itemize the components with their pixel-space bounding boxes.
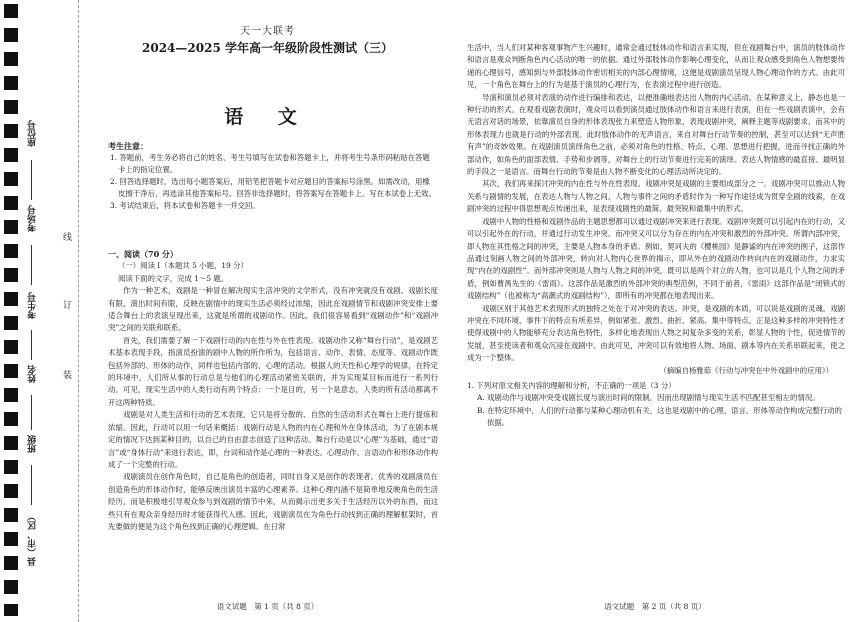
cut-mark-bind: 订	[61, 300, 71, 309]
exam-series: 天一大联考	[240, 26, 295, 37]
option-b: B. 在特定环境中，人们的行动都与某种心理动机有关，这也是戏剧中的心理、语言、形体等动作构成完整行动的依据。	[477, 405, 842, 428]
passage-paragraph: 生活中，当人们对某种客观事物产生兴趣时，通常会通过肢体动作和语言来实现，但在戏剧舞台中，演员的肢体动作和语言是观众判断角色内心活动的唯一的依据。通过外部肢体动作影响心理变化，从而让观众感受到角色人物想要传递的心理信号，感知到与外部肢体动作密切相关的内部心理情境，这便是戏剧演员呈现人物心理动作的方式。由此可见，一个角色在舞台上的行为是基于演员的心理行为，在表演过程中进行创造。	[467, 43, 845, 90]
seat-number-field: 座位号	[28, 120, 38, 147]
passage-paragraph: 作为一种艺术，戏剧是一种冒在解决现实生活冲突的文学形式，没有冲突就没有戏剧。戏剧长度有限，演出时间有限，反映在剧情中的现实生活必须经过浓缩，因此在戏剧情节和戏剧冲突安排上要适合舞台上的表演呈现出来，这就是所谓的戏剧动作。因此，我们很容易看到“戏剧动作”和“戏剧冲突”之间的关联和联系。	[108, 286, 438, 333]
page-footer-2: 语文试题 第 2 页（共 8 页）	[604, 602, 706, 611]
exam-title: 2024—2025 学年高一年级阶段性测试（三）	[142, 41, 393, 55]
binding-stripe	[4, 4, 18, 616]
student-number-field: 考生号	[28, 292, 38, 319]
reading-section	[108, 248, 438, 533]
passage-paragraph: 其次，我们再来探讨冲突的内在性与外在性表现。戏剧冲突是戏剧的主要组成部分之一。戏剧冲突可以推动人物关系与剧情的发展，在表达人物与人物之间、人物与事件之间的矛盾时作为一种写作途径成为贯穿全剧的线索，在戏剧冲突的过程中得思想观点传递出来，是表现戏剧性的最简、最突锐和最集中的形式。	[467, 179, 845, 214]
passage-paragraph: 戏剧是对人类生活和行动的艺术表现，它只是将分散的、自然的生活动形式在舞台上进行提炼和浓缩。因此，行动可以用一句话来概括：戏剧行动是人物的内在心理和外在身体活动，为了在剧本规定的情况下达到某种目的，以自己的自由意志创造了这种活动。舞台行动是以“心理”为基础，通过“语言”或“身体行动”来进行表达，即，台词和动作是心理的一种表达。心理动作、言语动作和形体动作构成了一个完整的行动。	[108, 410, 438, 469]
subject-title: 语 文	[224, 106, 311, 128]
name-field: 姓名	[28, 365, 38, 383]
option-a: A. 戏剧动作与戏剧冲突受戏剧长度与演出时间的限制，因而出现剧情与现实生活不匹配甚至相左的情况。	[477, 393, 820, 403]
seat-number-line	[31, 160, 32, 200]
county-field: 县（市、区）	[28, 512, 38, 566]
cut-mark-line: 线	[61, 232, 71, 241]
exam-room-line	[31, 245, 32, 285]
candidate-notice	[108, 140, 436, 212]
subsection-title: （一）阅读 I（本题共 5 小题，19 分）	[118, 261, 248, 271]
section-title: 一、阅读（70 分）	[108, 249, 178, 259]
passage-paragraph: 戏剧中人物的性格和戏剧作品的主题思想都可以通过戏剧冲突来进行表现。戏剧冲突既可以引起内在的行动，又可以引起外在的行动，并通过行动发生冲突。而冲突又可以分为存在的内在冲突和激烈的外部冲突。所谓内部冲突，即人物在其性格之间的冲突，主要是人物本身的矛盾。例如，契诃夫的《樱桃园》是静谧的内在冲突的例子，这部作品通过刻画人物之间的外部冲突，转向对人物内心世界的揭示，即从外在的戏剧动作转向内在的戏剧动作，力求实现“内在的戏剧性”。而外部冲突则是人物与人物之间的冲突，既可以是两个对立的人物，也可以是几个人物之间的矛盾，例如曹禺先生的《雷雨》。这部作品是激烈的外部冲突的典型范例，不同于前者，《雷雨》这部作品是“闭锁式的戏剧结构”（也被称为“高潮式的戏剧结构”），即所有的冲突都在地表现出来。	[467, 216, 845, 301]
notice-heading: 考生注意：	[108, 141, 148, 151]
passage-paragraph: 首先，我们需要了解一下戏剧行动的内在性与外在性表现。戏剧动作又称“舞台行动”，是戏剧艺术基本表现手段，指演员扮演的剧中人物的所作所为，包括语言、动作、表情、态度等。戏剧动作既包括外部的、形体的动作，同样也包括内部的、心理的活动。根据人的天性和心理学的规律，在特定的环境中，人们所从事的行动总是与他们的心理活动紧密关联的，并为实现某目标而进行一系列行动。可见，现实生活中的人类行动有两个特点：一个是目的，另一个是意志，人类的所有活动都离不开这两种特质。	[108, 335, 438, 407]
notice-item: 2. 回答选择题时，选出每小题答案后，用铅笔把答题卡对应题目的答案标号涂黑。如需改动，用橡皮擦干净后，再选涂其他答案标号。回答非选择题时，将答案写在答题卡上。写在本试卷上无效。	[110, 177, 436, 198]
class-field: 班级	[28, 435, 38, 453]
exam-room-field: 考场号	[28, 205, 38, 232]
name-line	[31, 395, 32, 430]
notice-item: 3. 考试结束后，将本试卷和答题卡一并交回。	[110, 201, 260, 210]
right-column	[467, 42, 845, 430]
student-number-line	[31, 330, 32, 360]
question-stem: 1. 下列对原文相关内容的理解和分析，不正确的一项是（3 分）	[467, 380, 676, 390]
passage-paragraph: 导演和演员必须对表演的动作进行编排和表达，以便准确地表达出人物的内心活动。在某种意义上，静态也是一种行动的形式。在观看戏剧表演时，观众可以看到演员通过肢体动作和语言来进行表演，但在一些戏剧表演中，会有无语言对话的场景，依靠演员自身的形体表现张力来塑造人物形象，表现戏剧冲突，阐释主题等戏剧要求，而其中的形体表现力也就是行动的外部表现。此时肢体动作的无声语言，来自对舞台行动节奏的控制，甚至可以达到“无声胜有声”的奇妙效果。在戏剧演员演绎角色之前，必须对角色的性格、特点、心理、思想进行把握，进而寻找正确的外部动作，如角色的面部表情、手势和步调等，对舞台上的行动节奏进行完美的演绎。表达人物情感的最直接、最明显的手段之一是语言。而舞台行动的节奏是由人物不断变化的心理活动所决定的。	[467, 92, 845, 177]
class-line	[31, 465, 32, 505]
passage-paragraph: 戏剧演员在创作角色时，自己是角色的创造者，同时自身又是创作的表现者。优秀的戏剧演员在创造角色的形体动作时，能够反映出演员丰富的心理素养。这种心理内涵不是简单地反映角色的生活经历，而是积极地引导观众参与到戏剧的情节中来，从而揭示出更多关于生活经历以外的东西，而这些只有在观众亲身经历时才能获得代入感。因此，戏剧演员在为角色行动找到正确的理解框架时，首先要做的便是为这个角色找到正确的心理逻辑。在日常	[108, 472, 438, 531]
reading-instruction: 阅读下面的文字，完成 1～5 题。	[118, 273, 229, 283]
question-1	[467, 380, 845, 430]
notice-item: 1. 答题前，考生务必将自己的姓名、考生号填写在试卷和答题卡上，并将考生号条形码粘贴在答题卡上的指定位置。	[110, 153, 430, 174]
binding-strip	[0, 0, 79, 622]
passage-paragraph: 戏剧区别于其他艺术表现形式的独特之处在于对冲突的表达。冲突，是戏剧的本质，可以说是戏剧的灵魂。戏剧冲突在不同环境、事件下的特点有所差异，例如紧张、激烈、曲折、紧高、集中等特点。正是这种多样的冲突特性才使得戏剧中的人物能够充分表达角色特性，多样化地表现出人物之间复杂多变的关系，彰显人物的个性，促进情节的发展，甚至使读者和观众沉浸在戏剧中。由此可见，冲突可以有效地将人物、场面、剧本等内在关系串联起来，使之成为一个整体。	[467, 303, 845, 363]
page-footer-1: 语文试题 第 1 页（共 8 页）	[216, 602, 319, 611]
passage-source: （摘编自杨雅茹《行动与冲突在中外戏剧中的应用》）	[659, 365, 833, 375]
exam-header	[96, 22, 439, 56]
cut-mark-staple: 装	[61, 370, 71, 379]
